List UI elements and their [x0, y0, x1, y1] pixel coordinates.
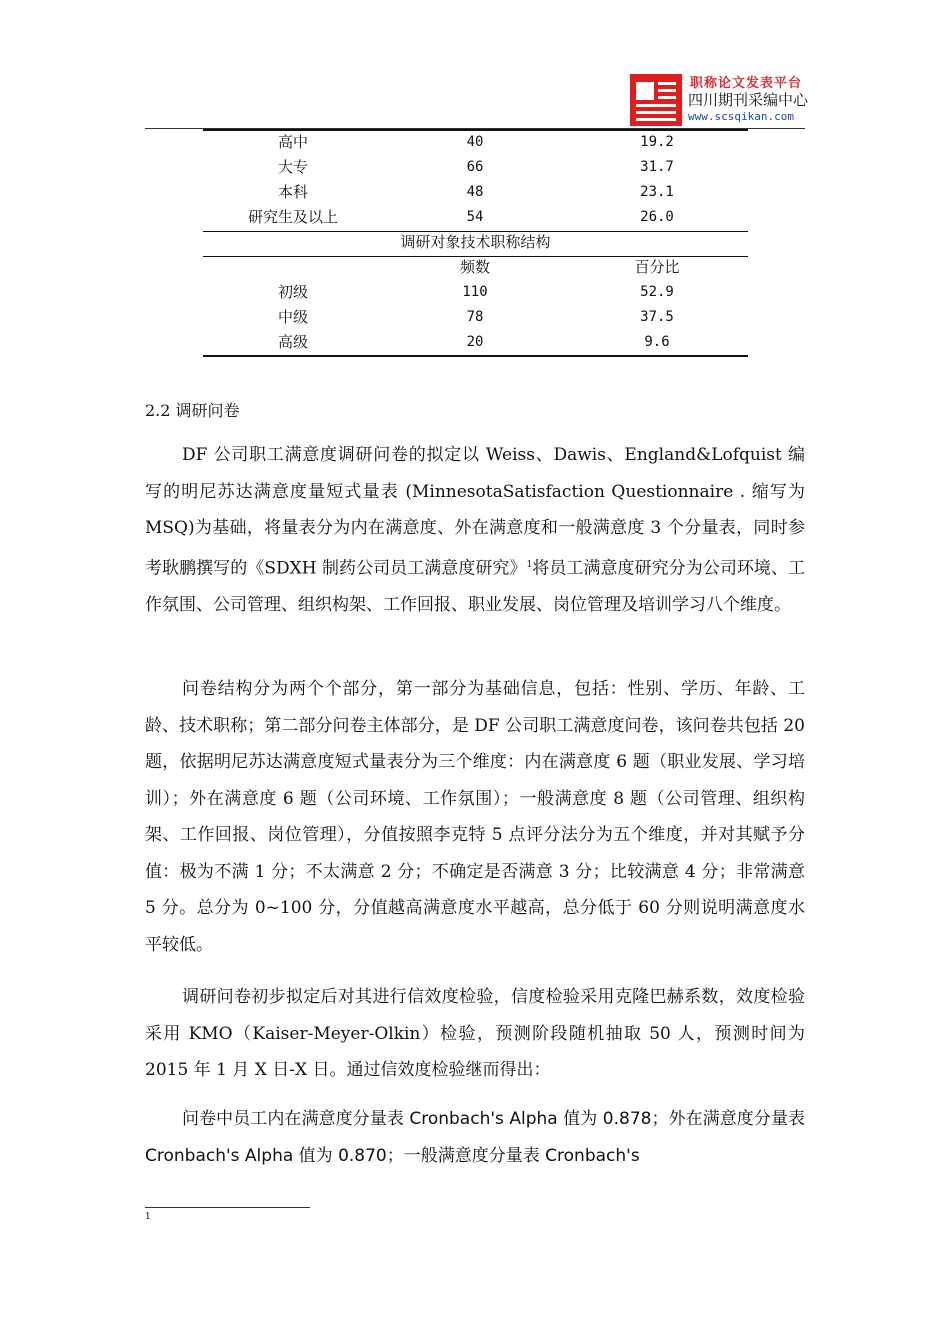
- table-row: [203, 205, 748, 230]
- row-percentage: 37.5: [640, 309, 674, 325]
- row-label: 高中: [277, 133, 308, 151]
- table-row: [203, 155, 748, 180]
- row-frequency: 66: [466, 159, 484, 175]
- row-percentage: 52.9: [640, 284, 674, 300]
- table-caption-row: [203, 230, 748, 255]
- table-bottom-rule: [203, 355, 748, 357]
- table-row: [203, 180, 748, 205]
- row-label: 大专: [277, 158, 308, 176]
- table-row: [203, 330, 748, 355]
- paragraph-3: 调研问卷初步拟定后对其进行信效度检验，信度检验采用克隆巴赫系数，效度检验采用 KMO（Kaiser-Meyer-Olkin）检验，预测阶段随机抽取 50 人，预测时间为 2015 年 1 月 X 日-X 日。通过信效度检验继而得出：: [145, 987, 805, 1080]
- row-frequency: 110: [462, 284, 488, 300]
- column-header-frequency: 频数: [459, 258, 490, 276]
- table-row: [203, 130, 748, 155]
- table-header-row: [203, 255, 748, 280]
- table-divider-rule: [203, 231, 748, 232]
- row-percentage: 31.7: [640, 159, 674, 175]
- demographics-table: [203, 130, 748, 355]
- row-label: 高级: [277, 333, 308, 351]
- row-percentage: 9.6: [644, 334, 670, 350]
- footnote-rule: [145, 1207, 310, 1208]
- logo-url[interactable]: www.scsqikan.com: [688, 110, 794, 123]
- newspaper-icon: [630, 74, 682, 126]
- title-structure-caption: 调研对象技术职称结构: [400, 233, 551, 251]
- row-label: 中级: [277, 308, 308, 326]
- column-header-percentage: 百分比: [634, 258, 680, 276]
- row-label: 本科: [277, 183, 308, 201]
- row-percentage: 26.0: [640, 209, 674, 225]
- row-percentage: 23.1: [640, 184, 674, 200]
- paragraph-2: 问卷结构分为两个个部分，第一部分为基础信息，包括：性别、学历、年龄、工龄、技术职称；第二部分问卷主体部分，是 DF 公司职工满意度问卷，该问卷共包括 20 题，依据明尼苏达满意度短式量表分为三个维度：内在满意度 6 题（职业发展、学习培训）；外在满意度 6 题（公司环境、工作氛围）；一般满意度 8 题（公司管理、组织构架、工作回报、岗位管理），分值按照李克特 5 点评分法分为五个维度，并对其赋予分值：极为不满 1 分；不太满意 2 分；不确定是否满意 3 分；比较满意 4 分；非常满意 5 分。总分为 0~100 分，分值越高满意度水平越高，总分低于 60 分则说明满意度水平较低。: [145, 679, 805, 955]
- row-percentage: 19.2: [640, 134, 674, 150]
- paragraph-4: 问卷中员工内在满意度分量表 Cronbach's Alpha 值为 0.878；外在满意度分量表 Cronbach's Alpha 值为 0.870；一般满意度分量表 Cronbach's: [145, 1109, 806, 1166]
- logo-tagline: 职称论文发表平台: [690, 76, 803, 91]
- footnote-number: 1: [145, 1212, 151, 1222]
- table-row: [203, 280, 748, 305]
- row-frequency: 54: [466, 209, 484, 225]
- row-frequency: 40: [466, 134, 484, 150]
- row-frequency: 78: [466, 309, 484, 325]
- row-label: 初级: [277, 283, 308, 301]
- row-label: 研究生及以上: [247, 208, 338, 226]
- section-heading: 2.2 调研问卷: [145, 401, 240, 420]
- logo-name: 四川期刊采编中心: [688, 91, 809, 109]
- footnote-reference[interactable]: 1: [526, 559, 533, 570]
- paragraph-1: DF 公司职工满意度调研问卷的拟定以 Weiss、Dawis、England&Lofquist 编写的明尼苏达满意度量短式量表 (MinnesotaSatisfaction Questionnaire . 缩写为MSQ)为基础，将量表分为内在满意度、外在满意度和一般满意度 3 个分量表，同时参考耿鹏撰写的《SDXH 制药公司员工满意度研究》$^1$将员工满意度研究分为公司环境、工作氛围、公司管理、组织构架、工作回报、职业发展、岗位管理及培训学习八个维度。: [145, 445, 806, 615]
- table-row: [203, 305, 748, 330]
- publisher-logo: [630, 72, 810, 128]
- row-frequency: 20: [466, 334, 484, 350]
- row-frequency: 48: [466, 184, 484, 200]
- table-divider-rule: [203, 256, 748, 257]
